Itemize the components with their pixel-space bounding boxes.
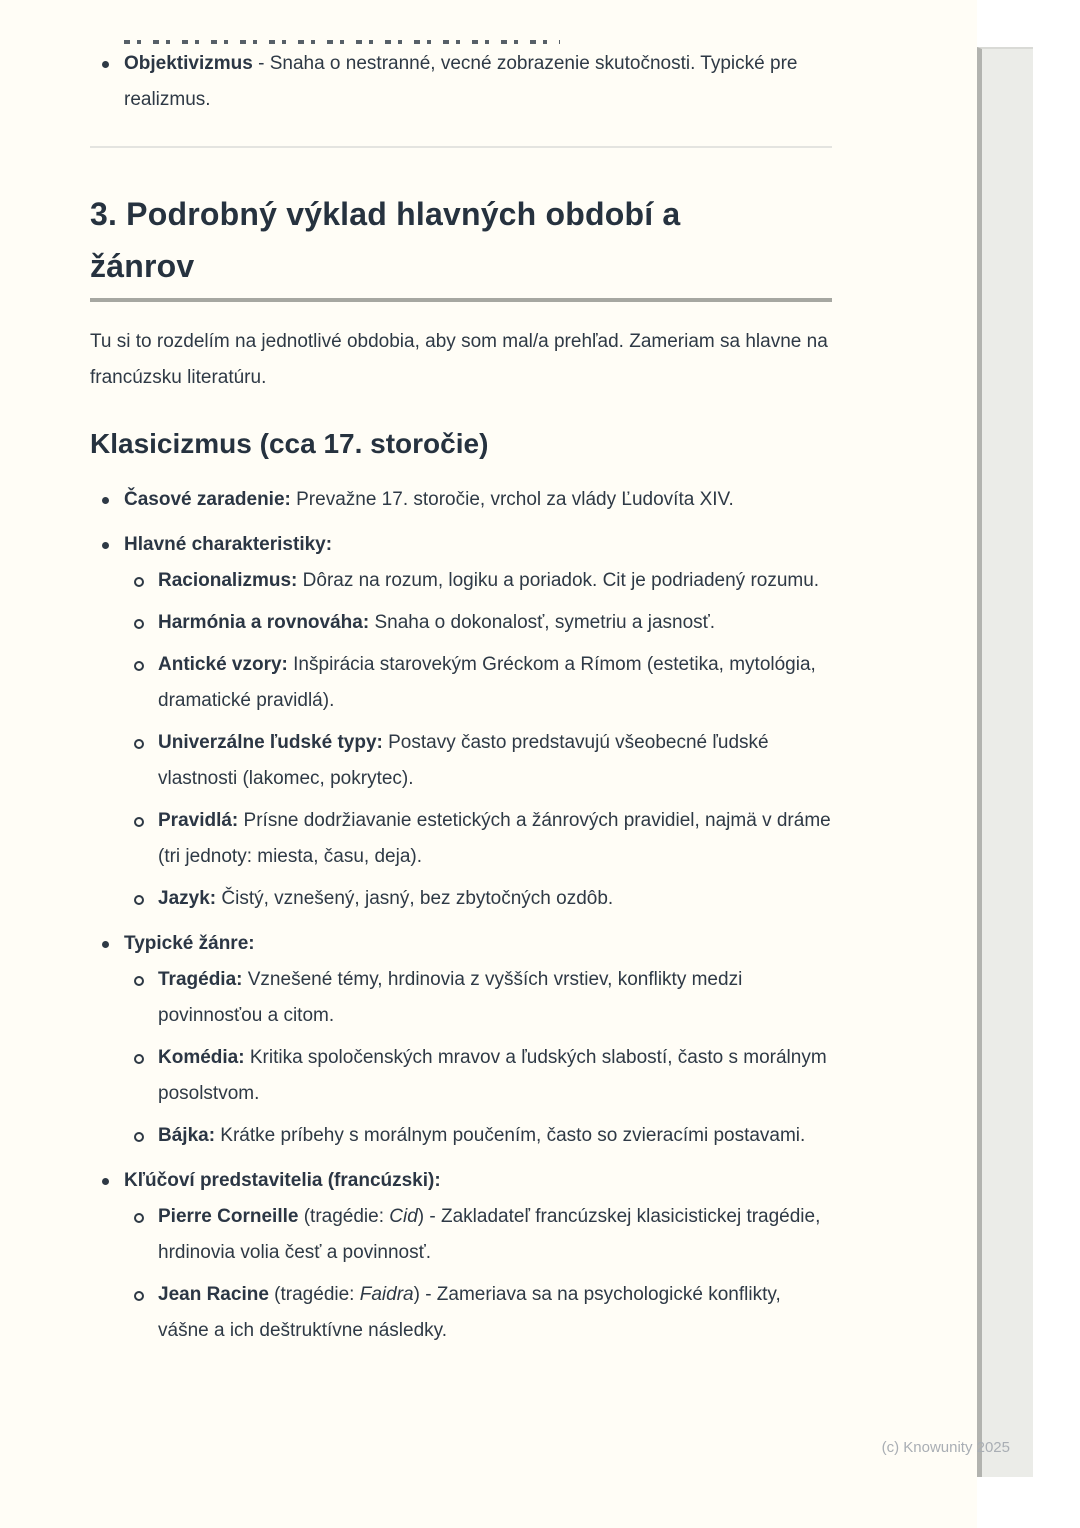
list-item — [124, 605, 832, 641]
list-item-term: Bájka: — [158, 1125, 216, 1146]
list-item — [124, 803, 832, 875]
list-item-text: (tragédie: — [298, 1206, 390, 1227]
list-item — [90, 46, 832, 118]
list-item-term: Hlavné charakteristiky: — [124, 534, 333, 555]
list-item-term: Typické žánre: — [124, 933, 255, 954]
list-item — [124, 881, 832, 917]
section-heading-underline — [90, 298, 832, 302]
list-item-text: Dôraz na rozum, logiku a poriadok. Cit je podriadený rozumu. — [297, 570, 820, 591]
genres-sublist — [124, 962, 832, 1154]
list-item-term: Tragédia: — [158, 969, 243, 990]
objektivizmus-list — [90, 46, 832, 118]
list-item-text: Postavy často predstavujú všeobecné ľudské vlastnosti (lakomec, pokrytec). — [158, 732, 769, 789]
list-item-text: Prevažne 17. storočie, vrchol za vlády Ľudovíta XIV. — [290, 489, 734, 510]
list-item-text: Vznešené témy, hrdinovia z vyšších vrstiev, konflikty medzi povinnosťou a citom. — [158, 969, 743, 1026]
characteristics-sublist — [124, 563, 832, 917]
list-item — [124, 1040, 832, 1112]
list-item — [90, 527, 832, 917]
list-item-term: Kľúčoví predstavitelia (francúzski): — [124, 1170, 441, 1191]
list-item-text: Snaha o dokonalosť, symetriu a jasnosť. — [369, 612, 716, 633]
list-item-text: Prísne dodržiavanie estetických a žánrových pravidiel, najmä v dráme (tri jednoty: miesta, času, deja). — [158, 810, 831, 867]
divider — [90, 146, 832, 148]
list-item — [124, 1277, 832, 1349]
list-item — [90, 926, 832, 1154]
list-item-term: Časové zaradenie: — [124, 489, 291, 510]
list-item-text: (tragédie: — [268, 1284, 360, 1305]
section-intro: Tu si to rozdelím na jednotlivé obdobia, aby som mal/a prehľad. Zameriam sa hlavne na francúzsku literatúru. — [90, 331, 828, 388]
list-item-term: Univerzálne ľudské typy: — [158, 732, 383, 753]
list-item — [90, 1163, 832, 1349]
watermark: (c) Knowunity 2025 — [881, 1439, 1010, 1456]
work-title: Faidra — [359, 1284, 414, 1305]
list-item-term: Komédia: — [158, 1047, 245, 1068]
list-item-term: Pravidlá: — [158, 810, 239, 831]
document-content — [90, 46, 832, 1349]
list-item-text: Čistý, vznešený, jasný, bez zbytočných ozdôb. — [216, 888, 614, 909]
work-title: Cid — [389, 1206, 418, 1227]
subsection-heading: Klasicizmus (cca 17. storočie) — [90, 428, 489, 459]
list-item-text: Krátke príbehy s morálnym poučením, často so zvieracími postavami. — [215, 1125, 806, 1146]
list-item — [124, 647, 832, 719]
klasicizmus-list — [90, 482, 832, 1349]
list-item-text: Kritika spoločenských mravov a ľudských slabostí, často s morálnym posolstvom. — [158, 1047, 827, 1104]
list-item-text: ) - Zameriava sa na psychologické konflikty, vášne a ich deštruktívne následky. — [158, 1284, 781, 1341]
list-item-term: Harmónia a rovnováha: — [158, 612, 370, 633]
list-item — [124, 725, 832, 797]
list-item-text: ) - Zakladateľ francúzskej klasicistickej tragédie, hrdinovia volia česť a povinnosť. — [158, 1206, 821, 1263]
list-item-term: Jazyk: — [158, 888, 217, 909]
list-item-term: Racionalizmus: — [158, 570, 298, 591]
list-item — [124, 1199, 832, 1271]
scrollbar-thumb[interactable] — [977, 47, 1033, 1477]
list-item-term: Antické vzory: — [158, 654, 288, 675]
list-item-term: Jean Racine — [158, 1284, 269, 1305]
representatives-sublist — [124, 1199, 832, 1349]
list-item-text: Inšpirácia starovekým Gréckom a Rímom (estetika, mytológia, dramatické pravidlá). — [158, 654, 816, 711]
list-item — [124, 962, 832, 1034]
list-item — [124, 563, 832, 599]
list-item — [90, 482, 832, 518]
list-item-term: Objektivizmus — [124, 53, 253, 74]
clipped-text-remnant — [124, 40, 560, 44]
section-heading: 3. Podrobný výklad hlavných období a žánrov — [90, 196, 681, 284]
scrollbar-track[interactable] — [977, 0, 1080, 1528]
list-item-text: - Snaha o nestranné, vecné zobrazenie skutočnosti. Typické pre realizmus. — [124, 53, 798, 110]
list-item — [124, 1118, 832, 1154]
list-item-term: Pierre Corneille — [158, 1206, 299, 1227]
